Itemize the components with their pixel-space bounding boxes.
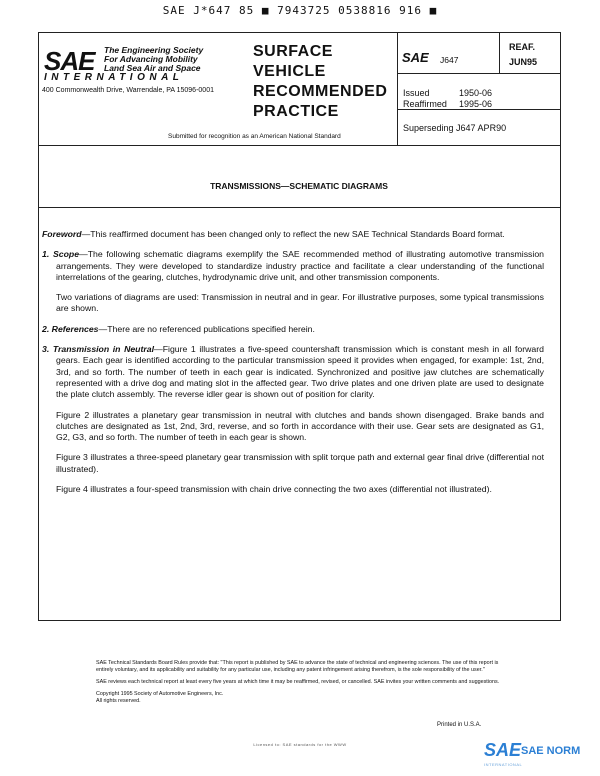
standard-box-divider <box>397 33 398 145</box>
society-line: The Engineering Society <box>104 45 204 55</box>
org-address: 400 Commonwealth Drive, Warrendale, PA 15096-0001 <box>42 87 214 94</box>
references-text: —There are no referenced publications specified herein. <box>98 323 315 334</box>
reaf-box-divider <box>499 33 500 73</box>
neutral-number: 3. <box>42 344 50 355</box>
rights-line: All rights reserved. <box>96 698 141 704</box>
header-divider <box>39 145 560 146</box>
foreword-paragraph <box>42 229 544 240</box>
scope-paragraph <box>42 249 544 283</box>
copyright-line: Copyright 1995 Society of Automotive Engineers, Inc. <box>96 691 224 697</box>
document-type-line: PRACTICE <box>253 103 339 120</box>
references-number: 2. <box>42 323 50 334</box>
society-line: Land Sea Air and Space <box>104 63 201 73</box>
footnotes <box>96 660 516 705</box>
scope-heading: Scope <box>52 249 80 260</box>
submitted-note: Submitted for recognition as an American National Standard <box>168 133 341 140</box>
footer-license-line: Licensed to: SAE standards for the WWW <box>253 742 347 747</box>
society-line: For Advancing Mobility <box>104 54 198 64</box>
reaf-box <box>509 40 537 70</box>
document-type <box>253 42 387 122</box>
foreword-text: —This reaffirmed document has been changed only to reflect the new SAE Technical Standards Board format. <box>81 229 505 239</box>
reaf-label: REAF. <box>509 42 536 52</box>
document-title: TRANSMISSIONS—SCHEMATIC DIAGRAMS <box>210 181 388 191</box>
title-divider <box>39 207 560 208</box>
sae-logo: SAE <box>44 46 95 76</box>
standard-sae-logo: SAE <box>402 50 429 65</box>
scope-number: 1. <box>42 249 50 260</box>
document-header-code: SAE J*647 85 ■ 7943725 0538816 916 ■ <box>162 4 438 17</box>
document-type-line: SURFACE <box>253 43 333 60</box>
figure-4-paragraph: Figure 4 illustrates a four-speed transmission with chain drive connecting the two axes (differential not illustrated). <box>56 484 492 495</box>
standard-box-hline-1 <box>397 73 560 74</box>
neutral-paragraph <box>42 344 544 400</box>
board-rules-note: SAE Technical Standards Board Rules provide that: "This report is published by SAE to advance the state of technical and engineering sciences. The use of this report is entirely voluntary, and its applicability and suitability for any particular use, including any patent infringement arising therefrom, is the sole responsibility of the user." <box>96 660 499 673</box>
issued-value: 1950-06 <box>459 88 493 98</box>
international-wordmark: INTERNATIONAL <box>44 72 184 83</box>
document-type-line: RECOMMENDED <box>253 83 388 100</box>
references-heading: References <box>51 323 99 334</box>
review-note: SAE reviews each technical report at least every five years at which time it may be reaffirmed, revised, or cancelled. SAE invites your written comments and suggestions. <box>96 679 500 685</box>
watermark-text: SAE NORM <box>521 745 581 757</box>
scope-text: —The following schematic diagrams exemplify the SAE recommended method of illustrating automotive transmission arrangements. They were developed to standardize industry practice and facilitate a clear understanding of the functional interrelations of the gearing, clutches, hydrodynamic drive unit, and other transmission components. <box>56 249 544 282</box>
figure-2-paragraph: Figure 2 illustrates a planetary gear transmission in neutral with clutches and bands shown disengaged. Brake bands and clutches are designated as 1st, 2nd, 3rd, reverse, and so forth in accordance with their use. Gear sets are designated as G1, G2, G3, and so forth. The number of teeth in each gear is shown. <box>56 409 544 443</box>
standard-number: J647 <box>440 55 459 65</box>
watermark-subtext: INTERNATIONAL <box>484 762 523 767</box>
issued-label: Issued <box>403 88 430 98</box>
watermark-logo: SAE <box>484 740 522 760</box>
reaffirmed-value: 1995-06 <box>459 99 493 109</box>
printed-note: Printed in U.S.A. <box>437 722 482 728</box>
issue-dates <box>403 88 513 110</box>
neutral-text: —Figure 1 illustrates a five-speed countershaft transmission which is constant mesh in all forward gears. Each gear is identified according to the particular transmission speed it provides when engaged, for example: 1st, 2nd, 3rd, and so forth. The number of teeth in each gear is indicated. Synchronized and positive jaw clutches are schematically represented with a drive dog and mating slot in the affected gear. Two drive plates and one driven plate are used to designate the plate clutch assembly. The reverse idler gear is shown out of position for clarity. <box>56 344 544 400</box>
reaffirmed-label: Reaffirmed <box>403 99 447 109</box>
reaf-date: JUN95 <box>509 57 538 67</box>
superseding-note: Superseding J647 APR90 <box>403 123 507 133</box>
scope-paragraph-2: Two variations of diagrams are used: Transmission in neutral and in gear. For illustrative purposes, some typical transmissions are shown. <box>56 292 544 314</box>
document-type-line: VEHICLE <box>253 63 326 80</box>
issued-row <box>403 88 513 99</box>
neutral-heading: Transmission in Neutral <box>52 344 155 355</box>
reaffirmed-row <box>403 99 513 110</box>
document-body <box>42 229 544 504</box>
references-paragraph <box>42 324 544 335</box>
society-tagline <box>104 46 203 73</box>
foreword-heading: Foreword <box>42 229 82 239</box>
figure-3-paragraph: Figure 3 illustrates a three-speed planetary gear transmission with split torque path and external gear final drive (differential not illustrated). <box>56 452 544 474</box>
